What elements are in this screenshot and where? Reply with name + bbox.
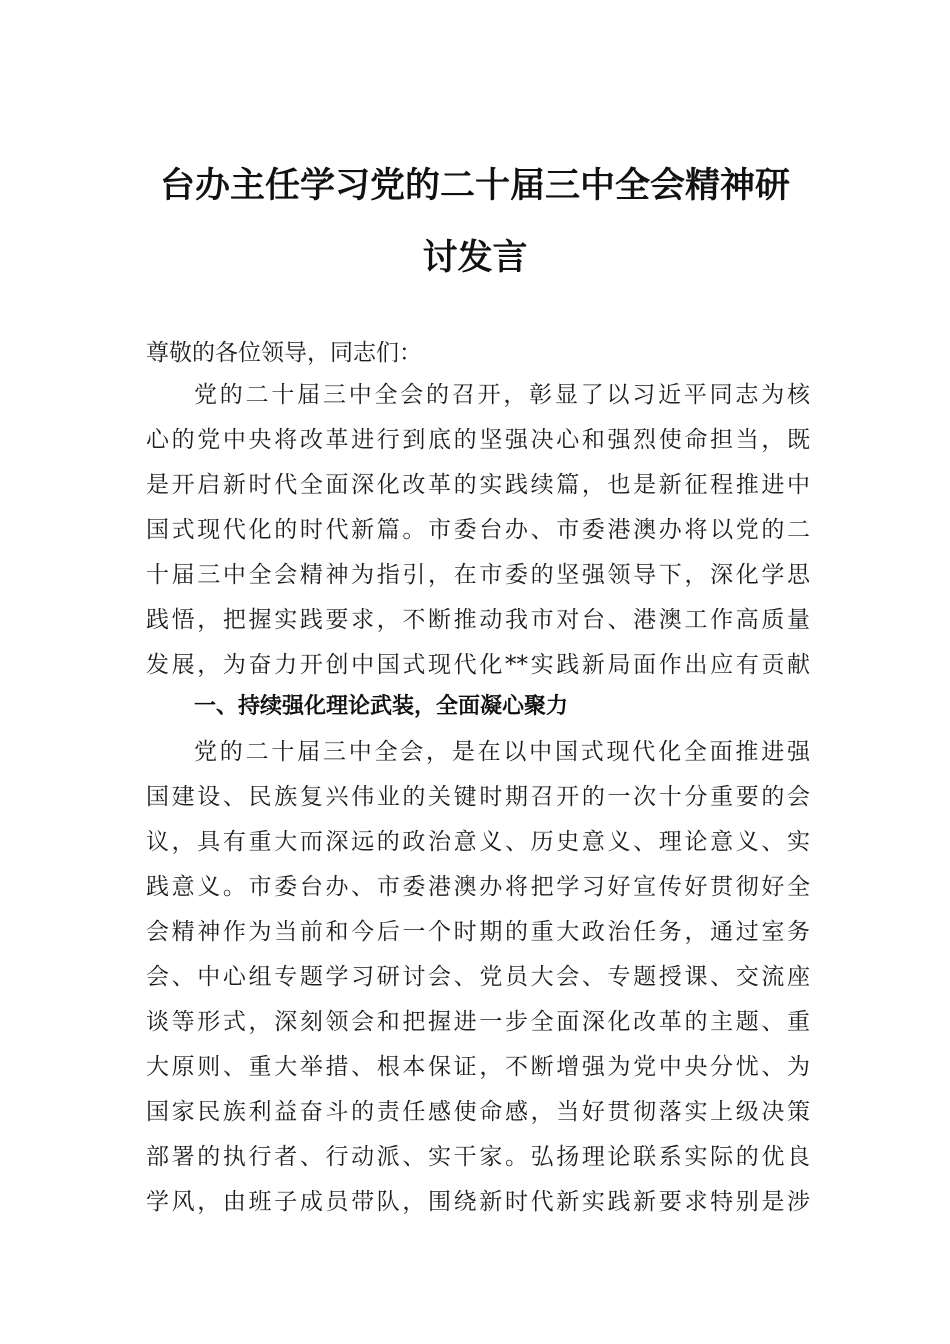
section-heading: 一、持续强化理论武装，全面凝心聚力 <box>194 694 569 719</box>
paragraph2-line: 学风，由班子成员带队，围绕新时代新实践新要求特别是涉 <box>146 1189 810 1215</box>
paragraph2-line: 国建设、民族复兴伟业的关键时期召开的一次十分重要的会 <box>146 784 810 810</box>
paragraph2-line: 部署的执行者、行动派、实干家。弘扬理论联系实际的优良 <box>146 1144 810 1170</box>
paragraph2-line: 大原则、重大举措、根本保证，不断增强为党中央分忧、为 <box>146 1054 810 1080</box>
salutation: 尊敬的各位领导，同志们： <box>146 340 422 366</box>
paragraph2-line: 会、中心组专题学习研讨会、党员大会、专题授课、交流座 <box>146 964 810 990</box>
paragraph2-line: 国家民族利益奋斗的责任感使命感，当好贯彻落实上级决策 <box>146 1099 810 1125</box>
paragraph2-line: 议，具有重大而深远的政治意义、历史意义、理论意义、实 <box>146 829 810 855</box>
paragraph1-line: 国式现代化的时代新篇。市委台办、市委港澳办将以党的二 <box>146 517 810 543</box>
document-title-line1: 台办主任学习党的二十届三中全会精神研 <box>159 165 790 206</box>
paragraph1-line: 十届三中全会精神为指引，在市委的坚强领导下，深化学思 <box>146 562 810 588</box>
paragraph2-line: 谈等形式，深刻领会和把握进一步全面深化改革的主题、重 <box>146 1009 810 1035</box>
paragraph2-line: 践意义。市委台办、市委港澳办将把学习好宣传好贯彻好全 <box>146 874 810 900</box>
paragraph2-line: 党的二十届三中全会，是在以中国式现代化全面推进强 <box>194 739 810 765</box>
paragraph1-line: 党的二十届三中全会的召开，彰显了以习近平同志为核 <box>194 382 810 408</box>
paragraph1-line: 发展，为奋力开创中国式现代化**实践新局面作出应有贡献 <box>146 652 810 678</box>
document-title-line2: 讨发言 <box>422 237 528 278</box>
paragraph1-line: 是开启新时代全面深化改革的实践续篇，也是新征程推进中 <box>146 472 810 498</box>
paragraph2-line: 会精神作为当前和今后一个时期的重大政治任务，通过室务 <box>146 919 810 945</box>
paragraph1-line: 践悟，把握实践要求，不断推动我市对台、港澳工作高质量 <box>146 607 810 633</box>
paragraph1-line: 心的党中央将改革进行到底的坚强决心和强烈使命担当，既 <box>146 427 810 453</box>
